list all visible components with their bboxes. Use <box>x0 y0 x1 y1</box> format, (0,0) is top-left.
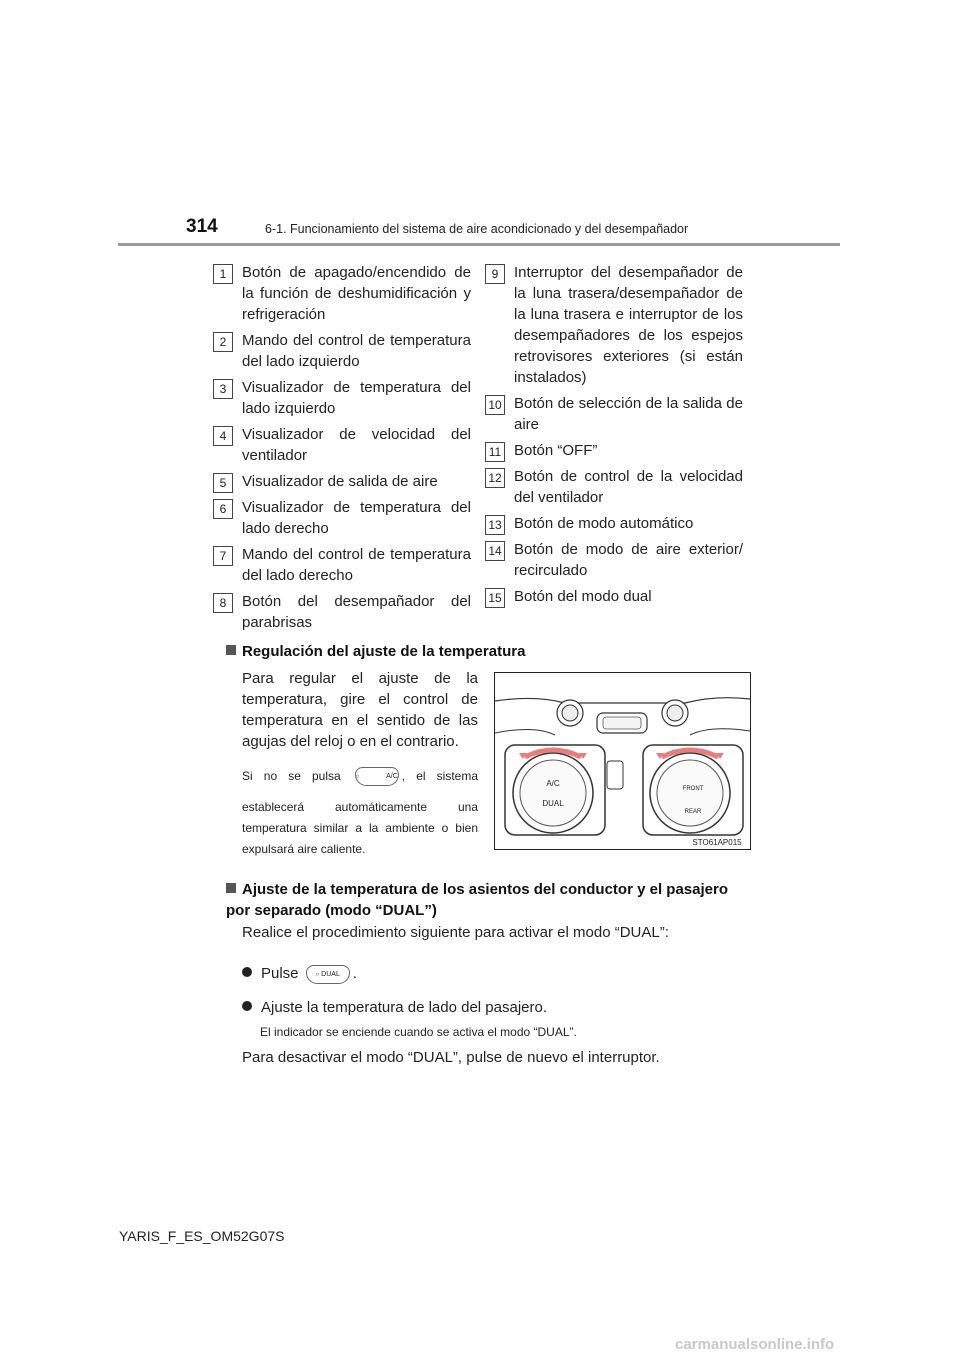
legend-item <box>485 513 743 534</box>
legend-text: Mando del control de temperatura del lado izquierdo <box>242 332 471 370</box>
legend-text: Botón del desempañador del parabrisas <box>242 593 471 631</box>
legend-item <box>485 586 743 607</box>
note-text: Si no se pulsa <box>242 769 341 783</box>
square-bullet-icon <box>226 645 236 655</box>
legend-item <box>485 466 743 508</box>
step-note: El indicador se enciende cuando se activa el modo “DUAL”. <box>260 1025 577 1039</box>
bullet-dot-icon <box>242 967 252 977</box>
legend-text: Botón de control de la velocidad del ventilador <box>514 468 743 506</box>
square-bullet-icon <box>226 883 236 893</box>
section-heading <box>226 879 746 921</box>
ac-button-icon: ○ A/C <box>355 767 399 786</box>
step-text: Ajuste la temperatura de lado del pasajero. <box>261 999 548 1016</box>
legend-item <box>213 330 471 372</box>
legend-item <box>213 544 471 586</box>
header-rule <box>118 243 840 246</box>
note-paragraph: establecerá automáticamente una temperatura similar a la ambiente o bien expulsará aire caliente. <box>242 800 478 856</box>
page-number: 314 <box>186 216 218 237</box>
dual-chip-label: DUAL <box>321 970 340 978</box>
legend-text: Botón de modo automático <box>514 515 694 532</box>
legend-number-badge: 11 <box>485 442 505 462</box>
legend-item <box>485 393 743 435</box>
legend-text: Botón de modo de aire exterior/ recirculado <box>514 541 743 579</box>
legend-text: Botón de selección de la salida de aire <box>514 395 743 433</box>
legend-left <box>213 262 471 638</box>
legend-number-badge: 13 <box>485 515 505 535</box>
section-heading <box>226 641 525 662</box>
climate-control-illustration <box>494 672 751 850</box>
legend-number-badge: 3 <box>213 379 233 399</box>
legend-right <box>485 262 743 612</box>
legend-text: Visualizador de velocidad del ventilador <box>242 426 471 464</box>
note-line <box>242 766 478 787</box>
section-heading-text: Ajuste de la temperatura de los asientos del conductor y el pasajero por separado (modo “DUAL”) <box>226 881 728 919</box>
legend-number-badge: 8 <box>213 593 233 613</box>
knob-label-front: FRONT <box>682 786 704 792</box>
legend-item <box>213 377 471 419</box>
legend-number-badge: 14 <box>485 541 505 561</box>
legend-item <box>485 262 743 388</box>
legend-number-badge: 12 <box>485 468 505 488</box>
legend-number-badge: 4 <box>213 426 233 446</box>
legend-number-badge: 15 <box>485 588 505 608</box>
legend-item <box>213 591 471 633</box>
legend-text: Mando del control de temperatura del lado derecho <box>242 546 471 584</box>
body-paragraph: Para regular el ajuste de la temperatura, gire el control de temperatura en el sentido de las agujas del reloj o en el contrario. <box>242 670 478 750</box>
step-text: . <box>352 965 357 982</box>
legend-number-badge: 6 <box>213 499 233 519</box>
section-heading-text: Regulación del ajuste de la temperatura <box>242 643 526 660</box>
step-item <box>242 963 742 984</box>
legend-number-badge: 5 <box>213 473 233 493</box>
legend-number-badge: 10 <box>485 395 505 415</box>
legend-text: Visualizador de temperatura del lado derecho <box>242 499 471 537</box>
bullet-dot-icon <box>242 1001 252 1011</box>
legend-item <box>213 471 471 492</box>
legend-item <box>213 497 471 539</box>
illustration-code: STO61AP015 <box>692 838 742 847</box>
knob-label-rear: REAR <box>684 809 702 815</box>
legend-item <box>485 440 743 461</box>
legend-text: Botón de apagado/encendido de la función de deshumidificación y refrigeración <box>242 264 471 323</box>
legend-number-badge: 9 <box>485 264 505 284</box>
knob-label-ac: A/C <box>546 779 560 788</box>
legend-item <box>485 539 743 581</box>
legend-number-badge: 1 <box>213 264 233 284</box>
legend-item <box>213 424 471 466</box>
note-text: , el sistema <box>401 769 478 783</box>
legend-text: Botón “OFF” <box>514 442 598 459</box>
body-paragraph: Realice el procedimiento siguiente para activar el modo “DUAL”: <box>242 924 669 941</box>
legend-text: Botón del modo dual <box>514 588 652 605</box>
step-text: Pulse <box>261 965 299 982</box>
watermark: carmanualsonline.info <box>675 1336 835 1353</box>
legend-number-badge: 7 <box>213 546 233 566</box>
dual-button-icon: ○ DUAL <box>306 965 350 984</box>
document-code: YARIS_F_ES_OM52G07S <box>119 1228 285 1244</box>
body-paragraph: Para desactivar el modo “DUAL”, pulse de nuevo el interruptor. <box>242 1049 660 1066</box>
step-item <box>242 997 742 1018</box>
legend-item <box>213 262 471 325</box>
section-title: 6-1. Funcionamiento del sistema de aire acondicionado y del desempañador <box>265 222 689 236</box>
knob-label-dual: DUAL <box>542 799 564 808</box>
legend-number-badge: 2 <box>213 332 233 352</box>
legend-text: Interruptor del desempañador de la luna trasera/desempañador de la luna trasera e interruptor de los desempañadores de los espejos retrovisores exteriores (si están instalados) <box>514 264 743 386</box>
legend-text: Visualizador de temperatura del lado izquierdo <box>242 379 471 417</box>
legend-text: Visualizador de salida de aire <box>242 473 438 490</box>
ac-chip-label: A/C <box>386 773 398 781</box>
dashboard-drawing <box>495 673 750 849</box>
